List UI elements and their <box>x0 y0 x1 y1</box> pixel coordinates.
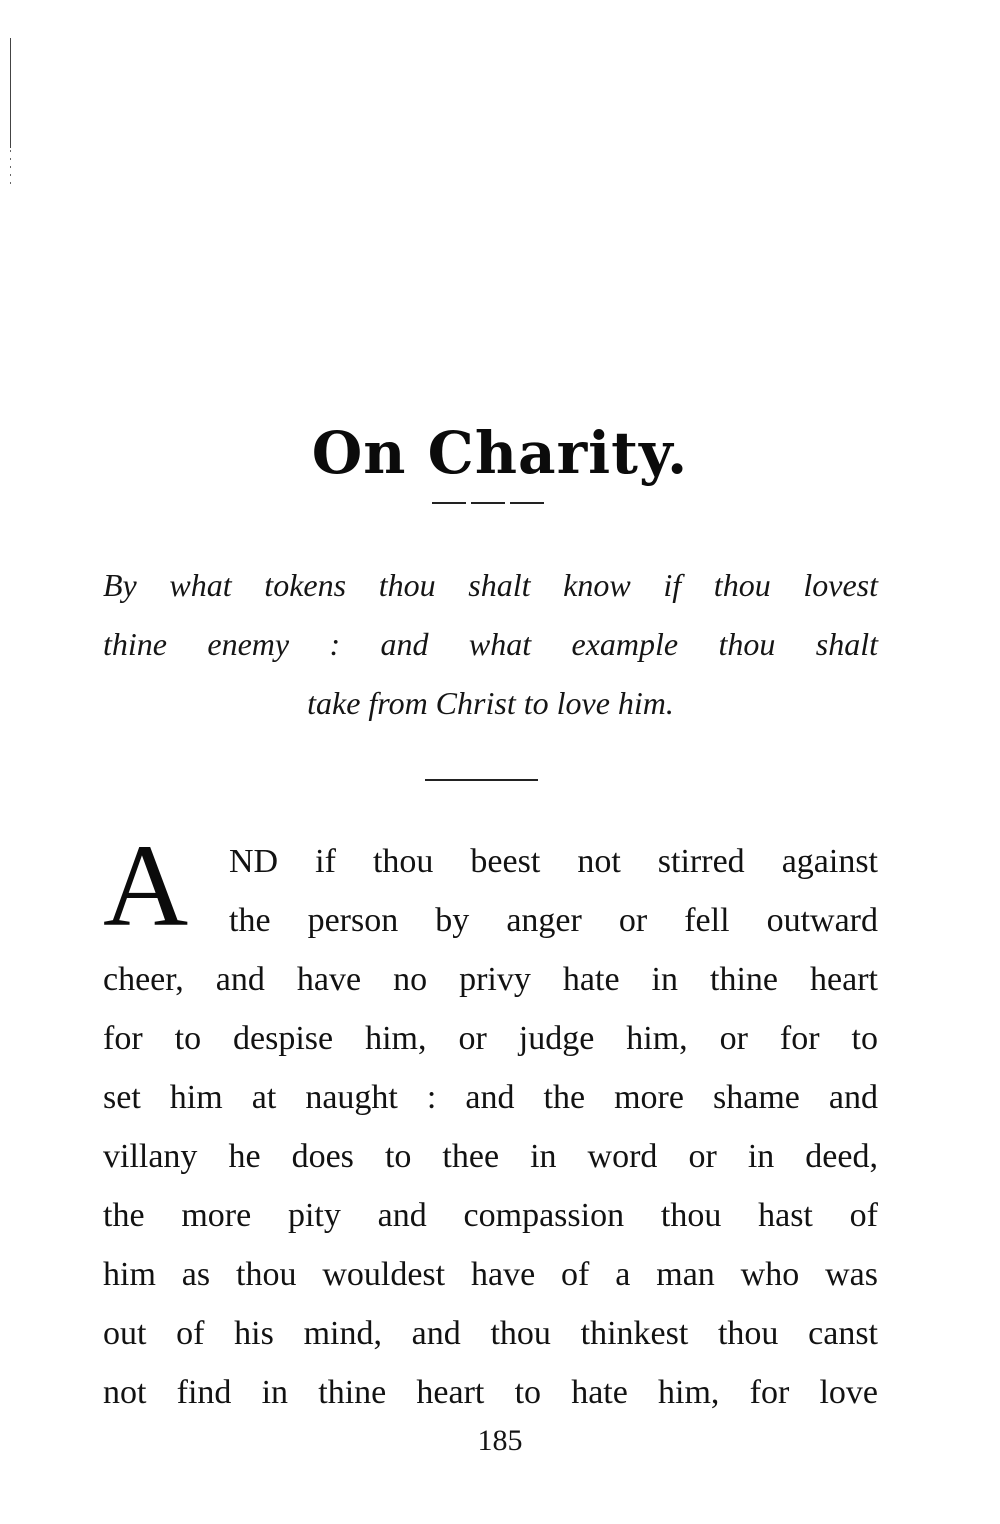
margin-rule <box>10 38 11 148</box>
drop-cap: A <box>103 820 189 951</box>
body-line: cheer, and have no privy hate in thine heart <box>103 961 878 998</box>
body-line: set him at naught : and the more shame and <box>103 1079 878 1116</box>
body-line-first <box>103 832 878 891</box>
body-line: the more pity and compassion thou hast of <box>103 1197 878 1234</box>
body-line: him as thou wouldest have of a man who was <box>103 1256 878 1293</box>
chapter-title: On Charity. <box>311 418 689 487</box>
body-line: for to despise him, or judge him, or for to <box>103 1020 878 1057</box>
title-divider <box>432 502 544 504</box>
summary-line: thine enemy : and what example thou shalt <box>103 626 878 662</box>
body-line: out of his mind, and thou thinkest thou canst <box>103 1315 878 1352</box>
summary-line: By what tokens thou shalt know if thou lovest <box>103 567 878 603</box>
chapter-summary <box>103 556 878 733</box>
body-line: not find in thine heart to hate him, for love <box>103 1374 878 1411</box>
summary-line: take from Christ to love him. <box>307 685 674 721</box>
summary-divider <box>425 779 538 781</box>
body-line: the person by anger or fell outward <box>229 902 878 939</box>
page-number: 185 <box>477 1424 523 1457</box>
first-line-text: ND if thou beest not stirred against <box>229 843 878 880</box>
body-line: villany he does to thee in word or in deed, <box>103 1138 878 1175</box>
margin-dotted-rule <box>10 150 11 190</box>
body-paragraph <box>103 820 878 1422</box>
